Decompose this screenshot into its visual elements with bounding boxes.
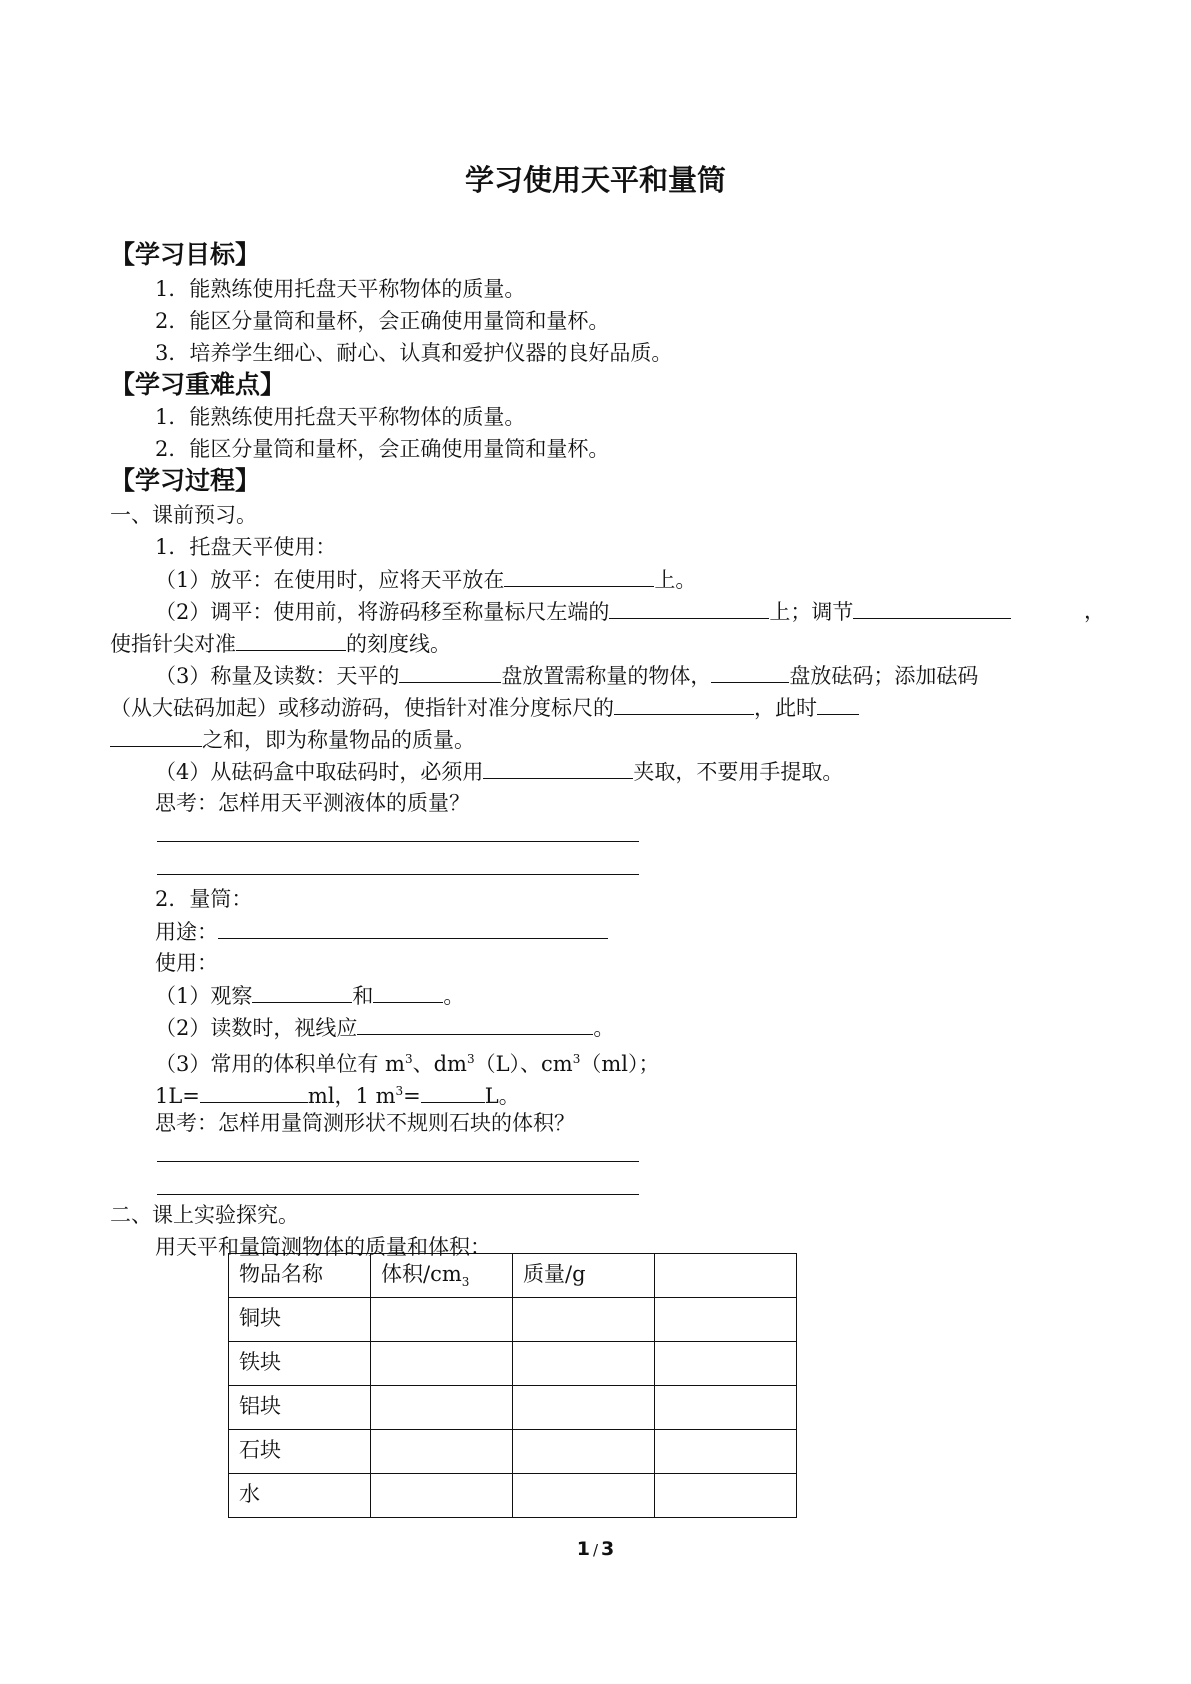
table-header-cell: 质量/g: [513, 1254, 655, 1298]
table-input-cell[interactable]: [655, 1430, 797, 1474]
process-heading: 【学习过程】: [110, 466, 261, 495]
answer-blank[interactable]: [817, 692, 859, 715]
table-header-row: [229, 1254, 797, 1298]
objective-item: 1．能熟练使用托盘天平称物体的质量。: [155, 277, 526, 301]
table-row: [229, 1298, 797, 1342]
table-row-label: 石块: [229, 1430, 371, 1474]
answer-blank[interactable]: [609, 596, 769, 619]
answer-blank[interactable]: [711, 660, 789, 683]
balance-step-3-cont: （从大砝码加起）或移动游码，使指针对准分度标尺的 ，此时: [110, 692, 859, 723]
objectives-heading: 【学习目标】: [110, 240, 261, 269]
table-row: [229, 1386, 797, 1430]
table-header-cell: 体积$/cm_3$: [371, 1254, 513, 1298]
answer-blank[interactable]: [110, 724, 202, 747]
answer-line[interactable]: [157, 840, 639, 842]
balance-step-1: （1）放平：在使用时，应将天平放在 上。: [155, 564, 696, 595]
use-label: 使用：: [155, 951, 218, 975]
answer-line[interactable]: [157, 873, 639, 875]
balance-step-4: （4）从砝码盒中取砝码时，必须用 夹取，不要用手提取。: [155, 756, 843, 787]
cylinder-step-2: （2）读数时，视线应 。: [155, 1012, 614, 1043]
table-input-cell[interactable]: [371, 1386, 513, 1430]
cylinder-title: 2．量筒：: [155, 887, 253, 911]
keypoints-heading: 【学习重难点】: [110, 370, 286, 399]
answer-blank[interactable]: [252, 980, 352, 1003]
table-input-cell[interactable]: [513, 1386, 655, 1430]
table-input-cell[interactable]: [513, 1474, 655, 1518]
lab-intro: 用天平和量筒测物体的质量和体积：: [155, 1235, 491, 1259]
table-input-cell[interactable]: [513, 1298, 655, 1342]
part1-heading: 一、课前预习。: [110, 503, 257, 527]
table-header-cell: 物品名称: [229, 1254, 371, 1298]
answer-blank[interactable]: [504, 564, 654, 587]
think-question-2: 思考：怎样用量筒测形状不规则石块的体积？: [155, 1111, 575, 1135]
balance-step-3: （3）称量及读数：天平的 盘放置需称量的物体， 盘放砝码；添加砝码: [155, 660, 978, 691]
objective-item: 2．能区分量筒和量杯，会正确使用量筒和量杯。: [155, 309, 610, 333]
table-input-cell[interactable]: [513, 1342, 655, 1386]
balance-step-3-cont2: 之和，即为称量物品的质量。: [110, 724, 475, 755]
table-input-cell[interactable]: [655, 1474, 797, 1518]
table-row: [229, 1430, 797, 1474]
answer-line[interactable]: [157, 1193, 639, 1195]
table-input-cell[interactable]: [655, 1298, 797, 1342]
usage-line: 用途：: [155, 916, 608, 947]
page-title: 学习使用天平和量筒: [464, 163, 726, 197]
unit-conversion: 1L= ml，1 $m^3= L$。: [155, 1076, 520, 1111]
answer-blank[interactable]: [483, 756, 633, 779]
table-row-label: 铝块: [229, 1386, 371, 1430]
table-input-cell[interactable]: [371, 1298, 513, 1342]
answer-blank[interactable]: [399, 660, 501, 683]
table-header-cell: [655, 1254, 797, 1298]
table-input-cell[interactable]: [371, 1430, 513, 1474]
table-input-cell[interactable]: [513, 1430, 655, 1474]
table-input-cell[interactable]: [655, 1386, 797, 1430]
table-input-cell[interactable]: [371, 1342, 513, 1386]
balance-step-2: （2）调平：使用前，将游码移至称量标尺左端的 上；调节 ，: [155, 596, 1105, 627]
table-row-label: 铁块: [229, 1342, 371, 1386]
measurement-table: [228, 1253, 797, 1518]
answer-blank[interactable]: [373, 980, 443, 1003]
answer-line[interactable]: [157, 1160, 639, 1162]
part2-heading: 二、课上实验探究。: [110, 1203, 299, 1227]
cylinder-step-3: （3）常用的体积单位有 $m^3$、$dm^3(L)$、$cm^3(ml)$；: [155, 1052, 660, 1076]
answer-blank[interactable]: [218, 916, 608, 939]
objective-item: 3．培养学生细心、耐心、认真和爱护仪器的良好品质。: [155, 341, 673, 365]
page-number: 1 / 3: [576, 1538, 615, 1560]
answer-blank[interactable]: [421, 1080, 485, 1103]
answer-blank[interactable]: [357, 1012, 593, 1035]
table-row: [229, 1474, 797, 1518]
cylinder-step-1: （1）观察 和 。: [155, 980, 464, 1011]
keypoint-item: 1．能熟练使用托盘天平称物体的质量。: [155, 405, 526, 429]
think-question-1: 思考：怎样用天平测液体的质量？: [155, 791, 470, 815]
answer-blank[interactable]: [853, 596, 1011, 619]
balance-step-2-cont: 使指针尖对准 的刻度线。: [110, 628, 451, 659]
keypoint-item: 2．能区分量筒和量杯，会正确使用量筒和量杯。: [155, 437, 610, 461]
table-input-cell[interactable]: [655, 1342, 797, 1386]
answer-blank[interactable]: [614, 692, 754, 715]
balance-title: 1．托盘天平使用：: [155, 535, 337, 559]
answer-blank[interactable]: [236, 628, 346, 651]
table-input-cell[interactable]: [371, 1474, 513, 1518]
answer-blank[interactable]: [200, 1080, 308, 1103]
table-row-label: 水: [229, 1474, 371, 1518]
table-row: [229, 1342, 797, 1386]
table-row-label: 铜块: [229, 1298, 371, 1342]
